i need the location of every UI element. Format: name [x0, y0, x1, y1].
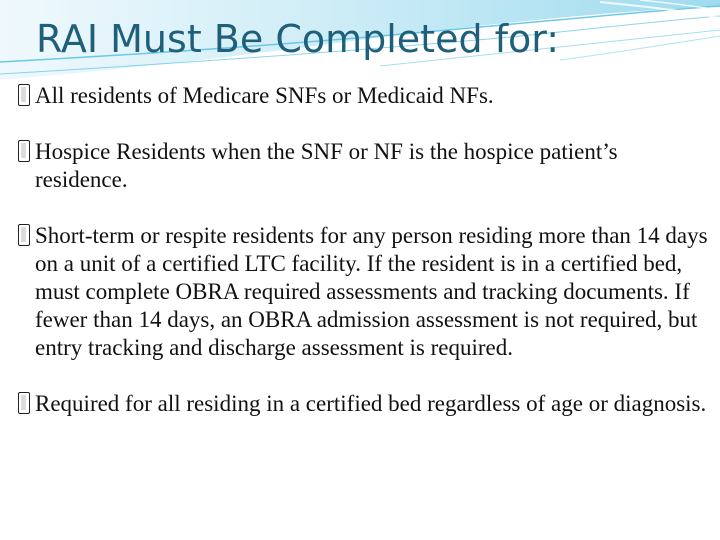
bullet-item [18, 222, 708, 362]
missing-glyph-box-icon [18, 392, 30, 414]
bullet-item [18, 138, 708, 194]
bullet-list [18, 82, 708, 418]
missing-glyph-box-icon [18, 84, 30, 106]
missing-glyph-box-icon [18, 224, 30, 246]
bullet-item [18, 390, 708, 418]
bullet-item [18, 82, 708, 110]
bullet-text: All residents of Medicare SNFs or Medicaid NFs. [35, 83, 494, 108]
bullet-text: Required for all residing in a certified bed regardless of age or diagnosis. [35, 391, 707, 416]
bullet-text: Short-term or respite residents for any person residing more than 14 days on a unit of a certified LTC facility. If the resident is in a certified bed, must complete OBRA required assessments and tracking documents. If fewer than 14 days, an OBRA admission assessment is not required, but entry tracking and discharge assessment is required. [35, 223, 708, 360]
missing-glyph-box-icon [18, 140, 30, 162]
bullet-text: Hospice Residents when the SNF or NF is the hospice patient’s residence. [35, 139, 618, 192]
slide-title: RAI Must Be Completed for: [36, 17, 560, 61]
